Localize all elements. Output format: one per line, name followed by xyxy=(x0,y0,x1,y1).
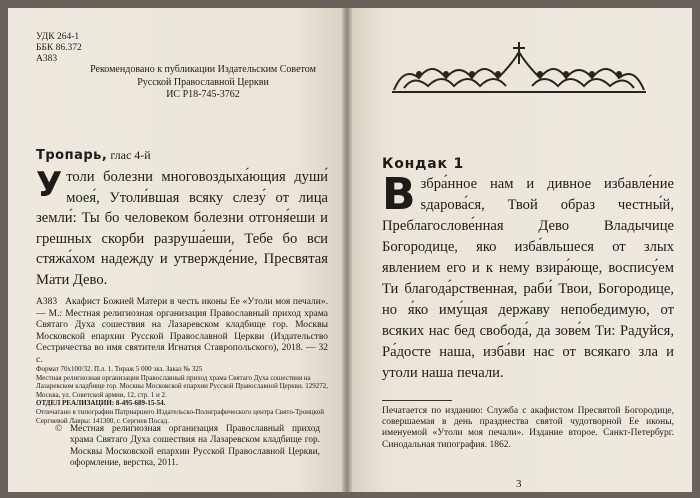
copyright-text: Местная религиозная организация Православный приход храма Святаго Духа сошествия на Лазаревском кладбище гор. Москвы Московской епархии Русской Православной Церкви, оформление, верстка, 2011. xyxy=(70,424,320,469)
troparion-title: Тропарь, xyxy=(36,148,108,163)
right-page xyxy=(352,8,692,492)
troparion-text: толи болезни многовоздыха́ющия души́ моея́, Утоли́вшая всяку слезу́ от лица земли́: Ты бо человеком болезни отгоня́еши и грешных скорби разруша́еши, Тебе бо вси стяжа́хом надежду и утвержде́ние, Пресвятая Мати Дево. xyxy=(36,169,328,288)
print-info-block xyxy=(36,365,328,425)
udk-block xyxy=(36,32,82,65)
page-number: 3 xyxy=(516,478,522,490)
printing-house: Отпечатано в типографии Патриаршего Издательско-Полиграфического центра Свято-Троицкой Сергиевой Лавры: 141300, г. Сергиев Посад. xyxy=(36,407,324,425)
catalog-text: Акафист Божией Матери в честь иконы Ее «Утоли моя печали». — М.: Местная религиозная организация Православный приход храма Святаго Духа сошествия на Лазаревском кладбище гор. Москвы Московской епархии Русской Православной Церкви (Издательство Сестричества во имя святителя Игнатия Ставропольского), 2018. — 32 с. xyxy=(36,297,328,365)
footnote-rule xyxy=(382,400,452,401)
book-gutter xyxy=(342,8,352,492)
kontakion-section xyxy=(382,156,674,384)
recommendation-code: ИС Р18-745-3762 xyxy=(166,89,240,100)
recommendation-block xyxy=(78,64,328,102)
catalog-code: А383 xyxy=(36,297,58,307)
source-edition-note: Печатается по изданию: Служба с акафистом Пресвятой Богородице, совершаемая в день празднества святой чудотворной Ее иконы, именуемой «Утоли моя печали». Издание второе. Санкт-Петербург. Синодальная типография. 1862. xyxy=(382,406,674,450)
troparion-text-block xyxy=(36,167,328,290)
copyright-block xyxy=(55,424,320,470)
kontakion-text: збра́нное нам и дивное избавле́ние ѕдарова́ся, Твой образ честны́й, Преблагослове́нная Дево Владычице Богородице, яко изба́вльшеся от злых явлением его и к нему взира́юще, воспису́ем Ти благода́рственная, раби́ Твои, Богородице, но я́ко иму́щая державу непобедимую, от всяких нас бед свобода́, да зове́м Ти: Радуйся, Ра́досте наша, изба́ви нас от всякаго зла и утоли наша печали. xyxy=(382,176,674,381)
print-format: Формат 70х100/32. П.л. 1. Тираж 5 000 экз. Заказ № 325 xyxy=(36,365,203,373)
kontakion-text-block xyxy=(382,169,674,384)
kontakion-title: Кондак 1 xyxy=(382,156,465,172)
troparion-initial: У xyxy=(36,165,63,205)
author-code-line: А383 xyxy=(36,54,58,64)
kontakion-initial: В xyxy=(382,169,416,220)
publisher-address: Местная религиозная организация Православный приход храма Святаго Духа сошествия на Лазаревском кладбище гор. Москвы Московской епархии Русской Православной Церкви. 129272, Москва, ул. Советской армии, 12, стр. 1 и 2. xyxy=(36,373,328,399)
left-page xyxy=(8,8,342,492)
troparion-tone: глас 4-й xyxy=(110,148,151,162)
udk-line: УДК 264-1 xyxy=(36,32,80,42)
troparion-heading xyxy=(36,148,328,163)
recommendation-line: Русской Православной Церкви xyxy=(137,76,269,88)
sales-department: ОТДЕЛ РЕАЛИЗАЦИИ: 8-495-689-15-54. xyxy=(36,399,166,408)
catalog-entry xyxy=(36,297,328,366)
copyright-symbol: © xyxy=(55,424,63,434)
troparion-section xyxy=(36,148,328,290)
ornament-header xyxy=(384,38,654,96)
recommendation-line: Рекомендовано к публикации Издательским Советом xyxy=(90,64,316,75)
bbk-line: ББК 86.372 xyxy=(36,43,82,53)
